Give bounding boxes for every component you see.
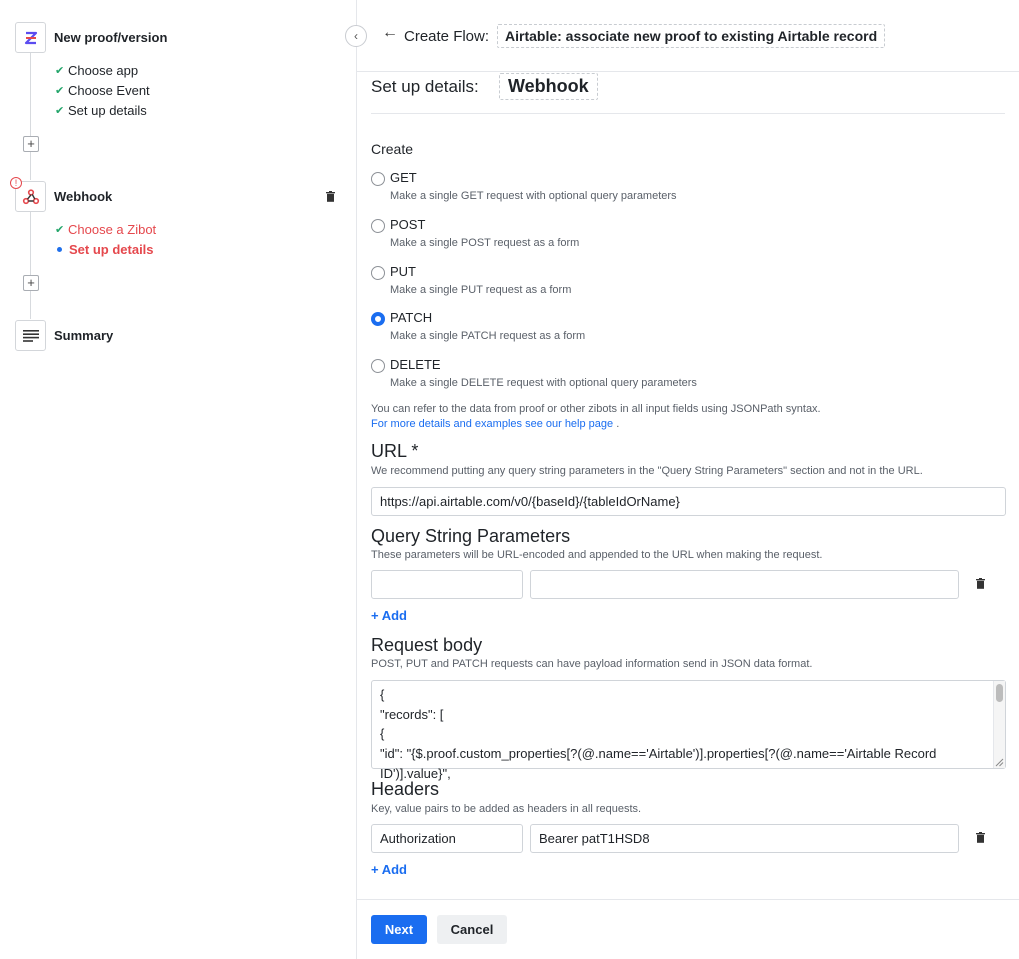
delete-query-icon[interactable] xyxy=(976,578,985,589)
header-value-input[interactable]: Bearer patT1HSD8 xyxy=(530,824,959,853)
flow-sidebar xyxy=(0,0,357,959)
query-key-input[interactable] xyxy=(371,570,523,599)
sidebar-item-label: Set up details xyxy=(68,103,147,118)
current-step-dot-icon xyxy=(57,247,62,252)
zapier-logo-icon[interactable] xyxy=(15,22,46,53)
radio-button-selected[interactable] xyxy=(371,312,385,326)
query-heading: Query String Parameters xyxy=(371,526,571,546)
sidebar-item-choose-zibot[interactable] xyxy=(55,222,156,237)
next-button[interactable]: Next xyxy=(371,915,427,944)
check-icon: ✔ xyxy=(55,85,65,97)
code-line: ID')].value}", xyxy=(380,766,451,781)
radio-title: DELETE xyxy=(390,357,441,372)
body-hint: POST, PUT and PATCH requests can have payload information send in JSON data format. xyxy=(371,658,813,670)
sidebar-item-label: Set up details xyxy=(69,242,154,257)
header-bar xyxy=(357,0,1019,72)
add-header-link[interactable]: + Add xyxy=(371,862,407,877)
tree-connector xyxy=(30,52,31,144)
main-panel xyxy=(357,0,1019,959)
radio-button[interactable] xyxy=(371,359,385,373)
create-label: Create xyxy=(371,141,414,157)
tree-connector xyxy=(30,291,31,319)
radio-description: Make a single DELETE request with optional query parameters xyxy=(390,377,697,389)
url-hint: We recommend putting any query string parameters in the "Query String Parameters" section and not in the URL. xyxy=(371,465,923,477)
back-arrow-icon[interactable]: ← xyxy=(382,24,398,41)
cancel-button[interactable]: Cancel xyxy=(437,915,507,944)
details-name-field[interactable]: Webhook xyxy=(499,73,598,100)
headers-heading: Headers xyxy=(371,779,440,799)
radio-description: Make a single PUT request as a form xyxy=(390,284,572,296)
radio-title: GET xyxy=(390,170,417,185)
step-title-webhook[interactable]: Webhook xyxy=(54,189,113,204)
flow-label: Create Flow: xyxy=(404,28,490,45)
resize-grip-icon[interactable] xyxy=(995,758,1004,767)
body-heading: Request body xyxy=(371,635,483,655)
radio-description: Make a single PATCH request as a form xyxy=(390,330,586,342)
help-suffix: . xyxy=(616,418,620,430)
details-heading-row xyxy=(371,73,1005,114)
add-step-button[interactable]: + xyxy=(23,275,39,291)
tree-connector xyxy=(30,212,31,282)
headers-hint: Key, value pairs to be added as headers in all requests. xyxy=(371,803,642,815)
sidebar-item-set-up-details[interactable] xyxy=(55,103,147,118)
footer-bar xyxy=(357,899,1019,959)
help-line xyxy=(371,418,619,430)
delete-header-icon[interactable] xyxy=(976,832,985,843)
radio-title: PUT xyxy=(390,264,416,279)
sidebar-item-set-up-details-current[interactable] xyxy=(55,242,154,257)
sidebar-item-label: Choose app xyxy=(68,63,139,78)
radio-button[interactable] xyxy=(371,219,385,233)
scroll-thumb[interactable] xyxy=(996,684,1003,702)
check-icon: ✔ xyxy=(55,224,65,236)
tree-connector xyxy=(30,152,31,180)
query-hint: These parameters will be URL-encoded and appended to the URL when making the request. xyxy=(371,549,823,561)
sidebar-item-choose-event[interactable] xyxy=(55,83,150,98)
delete-step-icon[interactable] xyxy=(326,191,335,202)
jsonpath-note: You can refer to the data from proof or other zibots in all input fields using JSONPath syntax. xyxy=(371,403,821,415)
help-page-link[interactable]: For more details and examples see our help page xyxy=(371,418,614,430)
radio-description: Make a single POST request as a form xyxy=(390,237,580,249)
chevron-left-icon: ‹ xyxy=(354,29,358,43)
radio-button[interactable] xyxy=(371,266,385,280)
textarea-scrollbar[interactable] xyxy=(993,681,1005,768)
code-line: { xyxy=(380,726,385,741)
radio-title: POST xyxy=(390,217,426,232)
query-value-input[interactable] xyxy=(530,570,959,599)
radio-title: PATCH xyxy=(390,310,433,325)
url-input[interactable]: https://api.airtable.com/v0/{baseId}/{tableIdOrName} xyxy=(371,487,1006,516)
check-icon: ✔ xyxy=(55,105,65,117)
details-label: Set up details: xyxy=(371,77,479,96)
summary-lines-icon[interactable] xyxy=(15,320,46,351)
sidebar-item-label: Choose Event xyxy=(68,83,150,98)
request-body-textarea[interactable] xyxy=(371,680,1006,781)
code-line: "id": "{$.proof.custom_properties[?(@.name=='Airtable')].properties[?(@.name=='Airtable Record xyxy=(380,746,937,761)
warning-icon: ! xyxy=(10,177,22,189)
header-key-input[interactable]: Authorization xyxy=(371,824,523,853)
sidebar-item-choose-app[interactable] xyxy=(55,63,138,78)
step-title-summary[interactable]: Summary xyxy=(54,328,114,343)
step-title-new-proof[interactable]: New proof/version xyxy=(54,30,168,45)
code-line: "records": [ xyxy=(380,707,444,722)
radio-description: Make a single GET request with optional query parameters xyxy=(390,190,677,202)
add-query-param-link[interactable]: + Add xyxy=(371,608,407,623)
url-heading: URL * xyxy=(371,441,419,461)
add-step-button[interactable]: + xyxy=(23,136,39,152)
sidebar-item-label: Choose a Zibot xyxy=(68,222,157,237)
flow-name-field[interactable]: Airtable: associate new proof to existing Airtable record xyxy=(497,24,885,48)
code-line: { xyxy=(380,687,385,702)
collapse-sidebar-button[interactable] xyxy=(345,25,367,47)
radio-button[interactable] xyxy=(371,172,385,186)
check-icon: ✔ xyxy=(55,65,65,77)
